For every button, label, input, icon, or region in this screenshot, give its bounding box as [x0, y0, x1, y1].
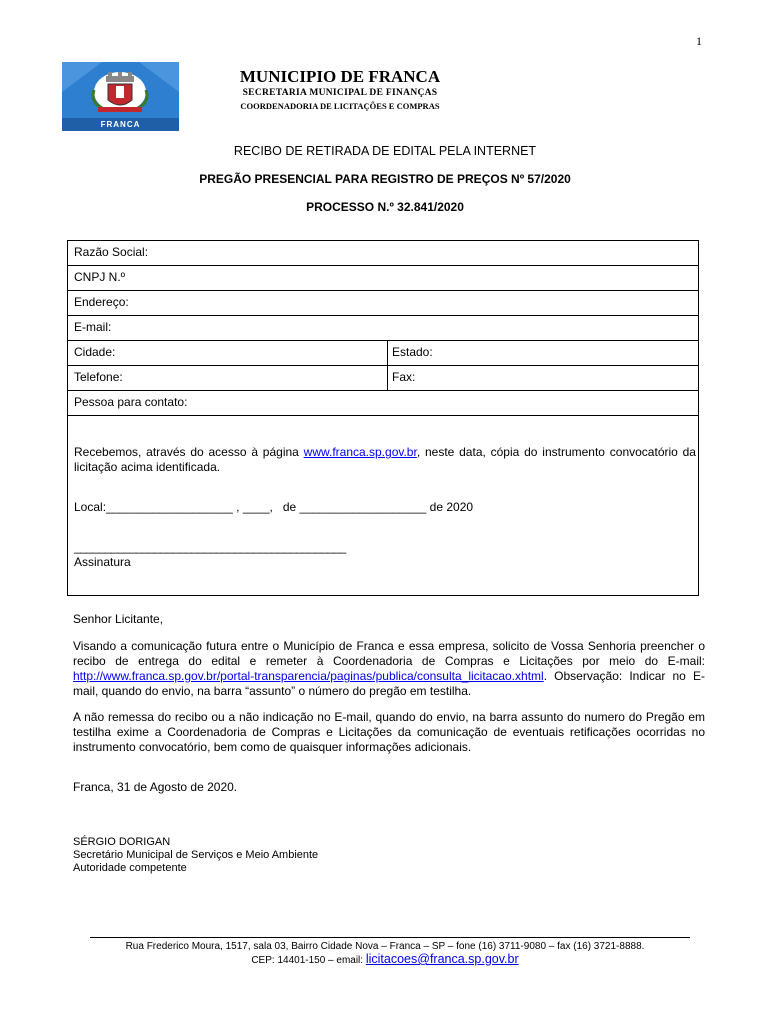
cnpj-label: CNPJ N.º	[74, 270, 126, 284]
estado-label: Estado:	[392, 345, 433, 359]
signature-line: ____________________________________________	[74, 540, 346, 554]
signer-name: SÉRGIO DORIGAN	[73, 836, 171, 848]
header-subtitle-1: SECRETARIA MUNICIPAL DE FINANÇAS	[242, 88, 438, 98]
portal-transparencia-link[interactable]: http://www.franca.sp.gov.br/portal-transparencia/paginas/publica/consulta_licitacao.xhtml	[73, 669, 544, 683]
processo-heading: PROCESSO N.º 32.841/2020	[306, 200, 464, 214]
franca-website-link[interactable]: www.franca.sp.gov.br	[303, 445, 417, 459]
receipt-statement-text: Recebemos, através do acesso à página	[74, 445, 304, 459]
logo-label: FRANCA	[100, 120, 141, 129]
razao-social-label: Razão Social:	[74, 245, 149, 259]
endereco-label: Endereço:	[74, 295, 129, 309]
email-row[interactable]	[68, 316, 698, 341]
email-label: E-mail:	[74, 320, 112, 334]
municipal-logo	[62, 62, 179, 131]
paragraph-1-text-end: . Observação: Indicar no E-mail, quando do envio, na barra “assunto” o número do pregão em testilha.	[73, 669, 705, 698]
document-title: RECIBO DE RETIRADA DE EDITAL PELA INTERNET	[233, 144, 537, 158]
footer-cep: CEP: 14401-150 – email:	[251, 955, 366, 966]
signer-title: Secretário Municipal de Serviços e Meio Ambiente	[73, 849, 319, 861]
endereco-row[interactable]	[68, 291, 698, 316]
paragraph-1-text: Visando a comunicação futura entre o Município de Franca e essa empresa, solicito de Vossa Senhoria preencher o recibo de entrega do edital e remeter à Coordenadoria de Compras e Licitações por meio do E-mail:	[73, 639, 705, 668]
cidade-estado-row[interactable]	[68, 341, 698, 366]
pessoa-contato-row[interactable]	[68, 391, 698, 416]
telefone-fax-row[interactable]	[68, 366, 698, 391]
header-subtitle-2: COORDENADORIA DE LICITAÇÕES E COMPRAS	[240, 101, 440, 111]
pessoa-contato-label: Pessoa para contato:	[74, 395, 188, 409]
column-divider	[387, 341, 388, 365]
telefone-label: Telefone:	[74, 370, 123, 384]
fax-label: Fax:	[392, 370, 416, 384]
footer-email-link[interactable]: licitacoes@franca.sp.gov.br	[365, 952, 519, 966]
receipt-form	[67, 240, 699, 596]
cidade-label: Cidade:	[74, 345, 116, 359]
receipt-statement	[74, 445, 696, 475]
letter-paragraph-1	[73, 639, 705, 699]
letter-paragraph-2: A não remessa do recibo ou a não indicação no E-mail, quando do envio, na barra assunto do numero do Pregão em testilha exime a Coordenadoria de Compras e Licitações da comunicação de eventuais retificações ocorridas no instrumento convocatório, bem como de quaisquer informações adicionais.	[73, 710, 705, 754]
signer-role: Autoridade competente	[73, 862, 187, 874]
footer-contact	[0, 952, 770, 966]
footer-address: Rua Frederico Moura, 1517, sala 03, Bairro Cidade Nova – Franca – SP – fone (16) 3711-9080 – fax (16) 3721-8888.	[125, 941, 645, 952]
column-divider	[387, 366, 388, 390]
salutation: Senhor Licitante,	[73, 612, 164, 626]
receipt-statement-text-end: , neste data, cópia do instrumento convocatório da licitação acima identificada.	[74, 445, 696, 474]
header-title: MUNICIPIO DE FRANCA	[239, 67, 441, 86]
signer-block	[73, 836, 318, 875]
cnpj-row[interactable]	[68, 266, 698, 291]
pregao-heading: PREGÃO PRESENCIAL PARA REGISTRO DE PREÇOS Nº 57/2020	[199, 172, 571, 186]
page-number: 1	[696, 34, 702, 48]
letter-date: Franca, 31 de Agosto de 2020.	[73, 780, 238, 794]
footer-divider	[90, 937, 690, 938]
razao-social-row[interactable]	[68, 241, 698, 266]
local-date-line[interactable]: Local:___________________ , ____, de ___________________ de 2020	[74, 500, 474, 514]
signature-label: Assinatura	[74, 555, 131, 569]
